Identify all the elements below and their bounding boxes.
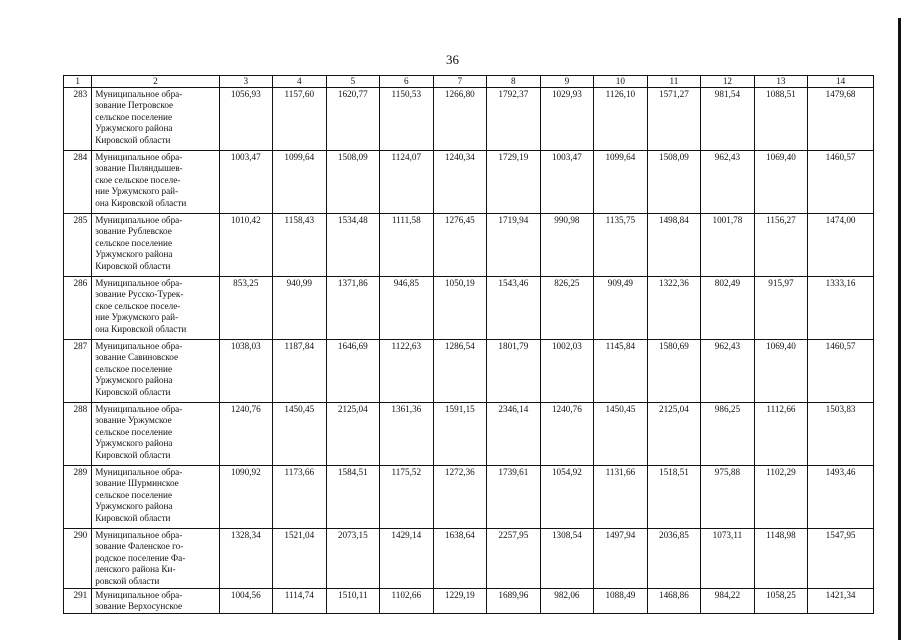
- value-cell: 981,54: [701, 88, 755, 151]
- value-cell: 2346,14: [487, 403, 541, 466]
- value-cell: 1157,60: [273, 88, 327, 151]
- value-cell: 1468,86: [647, 589, 701, 614]
- value-cell: 1460,57: [808, 151, 874, 214]
- value-cell: 1004,56: [219, 589, 273, 614]
- municipality-name: Муниципальное обра- зование Савиновское сельское поселение Уржумского района Кировской области: [92, 340, 219, 403]
- value-cell: 1361,36: [380, 403, 434, 466]
- municipality-name: Муниципальное обра- зование Пиляндышев- ское сельское поселе- ние Уржумского рай- она Кировской области: [92, 151, 219, 214]
- table-row: [64, 214, 874, 277]
- value-cell: 940,99: [273, 277, 327, 340]
- municipality-name: Муниципальное обра- зование Русско-Турек- ское сельское поселе- ние Уржумского рай- она Кировской области: [92, 277, 219, 340]
- value-cell: 2257,95: [487, 529, 541, 589]
- value-cell: 1001,78: [701, 214, 755, 277]
- value-cell: 1421,34: [808, 589, 874, 614]
- value-cell: 1088,49: [594, 589, 648, 614]
- row-number: 291: [64, 589, 92, 614]
- value-cell: 1102,66: [380, 589, 434, 614]
- value-cell: 1102,29: [754, 466, 808, 529]
- value-cell: 982,06: [540, 589, 594, 614]
- value-cell: 1266,80: [433, 88, 487, 151]
- value-cell: 1322,36: [647, 277, 701, 340]
- value-cell: 986,25: [701, 403, 755, 466]
- value-cell: 1054,92: [540, 466, 594, 529]
- value-cell: 1090,92: [219, 466, 273, 529]
- table-row: [64, 529, 874, 589]
- column-header: 6: [380, 76, 434, 88]
- value-cell: 1050,19: [433, 277, 487, 340]
- value-cell: 1056,93: [219, 88, 273, 151]
- column-header: 13: [754, 76, 808, 88]
- column-header: 11: [647, 76, 701, 88]
- value-cell: 990,98: [540, 214, 594, 277]
- value-cell: 1112,66: [754, 403, 808, 466]
- value-cell: 1131,66: [594, 466, 648, 529]
- value-cell: 1689,96: [487, 589, 541, 614]
- value-cell: 975,88: [701, 466, 755, 529]
- value-cell: 1173,66: [273, 466, 327, 529]
- value-cell: 1145,84: [594, 340, 648, 403]
- value-cell: 826,25: [540, 277, 594, 340]
- value-cell: 1328,34: [219, 529, 273, 589]
- value-cell: 1058,25: [754, 589, 808, 614]
- value-cell: 802,49: [701, 277, 755, 340]
- value-cell: 1124,07: [380, 151, 434, 214]
- value-cell: 1547,95: [808, 529, 874, 589]
- value-cell: 1479,68: [808, 88, 874, 151]
- value-cell: 1003,47: [540, 151, 594, 214]
- value-cell: 2036,85: [647, 529, 701, 589]
- column-header: 5: [326, 76, 380, 88]
- value-cell: 2125,04: [326, 403, 380, 466]
- row-number: 285: [64, 214, 92, 277]
- value-cell: 1114,74: [273, 589, 327, 614]
- column-header: 10: [594, 76, 648, 88]
- row-number: 284: [64, 151, 92, 214]
- municipality-name: Муниципальное обра- зование Петровское сельское поселение Уржумского района Кировской области: [92, 88, 219, 151]
- table-row: [64, 340, 874, 403]
- column-header: 2: [92, 76, 219, 88]
- value-cell: 1460,57: [808, 340, 874, 403]
- value-cell: 1240,76: [540, 403, 594, 466]
- value-cell: 1150,53: [380, 88, 434, 151]
- table-header-row: [64, 76, 874, 88]
- value-cell: 909,49: [594, 277, 648, 340]
- value-cell: 1584,51: [326, 466, 380, 529]
- value-cell: 1002,03: [540, 340, 594, 403]
- value-cell: 1069,40: [754, 340, 808, 403]
- value-cell: 1029,93: [540, 88, 594, 151]
- value-cell: 946,85: [380, 277, 434, 340]
- value-cell: 1073,11: [701, 529, 755, 589]
- value-cell: 1580,69: [647, 340, 701, 403]
- value-cell: 1729,19: [487, 151, 541, 214]
- column-header: 9: [540, 76, 594, 88]
- value-cell: 1240,34: [433, 151, 487, 214]
- municipality-name: Муниципальное обра- зование Уржумское сельское поселение Уржумского района Кировской области: [92, 403, 219, 466]
- value-cell: 1638,64: [433, 529, 487, 589]
- page-number: 36: [446, 52, 459, 67]
- value-cell: 1333,16: [808, 277, 874, 340]
- value-cell: 1122,63: [380, 340, 434, 403]
- value-cell: 1739,61: [487, 466, 541, 529]
- value-cell: 1099,64: [273, 151, 327, 214]
- row-number: 290: [64, 529, 92, 589]
- table-row: [64, 88, 874, 151]
- value-cell: 962,43: [701, 151, 755, 214]
- value-cell: 2073,15: [326, 529, 380, 589]
- value-cell: 962,43: [701, 340, 755, 403]
- table-row: [64, 589, 874, 614]
- value-cell: 1518,51: [647, 466, 701, 529]
- value-cell: 1158,43: [273, 214, 327, 277]
- municipality-name: Муниципальное обра- зование Шурминское сельское поселение Уржумского района Кировской области: [92, 466, 219, 529]
- row-number: 289: [64, 466, 92, 529]
- value-cell: 1229,19: [433, 589, 487, 614]
- column-header: 8: [487, 76, 541, 88]
- value-cell: 915,97: [754, 277, 808, 340]
- row-number: 287: [64, 340, 92, 403]
- value-cell: 1571,27: [647, 88, 701, 151]
- column-header: 7: [433, 76, 487, 88]
- value-cell: 1276,45: [433, 214, 487, 277]
- value-cell: 1003,47: [219, 151, 273, 214]
- value-cell: 1371,86: [326, 277, 380, 340]
- table-row: [64, 403, 874, 466]
- municipality-name: Муниципальное обра- зование Верхосунское: [92, 589, 219, 614]
- column-header: 4: [273, 76, 327, 88]
- value-cell: 1450,45: [273, 403, 327, 466]
- column-header: 3: [219, 76, 273, 88]
- value-cell: 1493,46: [808, 466, 874, 529]
- value-cell: 1534,48: [326, 214, 380, 277]
- value-cell: 1038,03: [219, 340, 273, 403]
- column-header: 14: [808, 76, 874, 88]
- page-edge-line: [898, 18, 901, 640]
- value-cell: 1521,04: [273, 529, 327, 589]
- row-number: 283: [64, 88, 92, 151]
- value-cell: 1450,45: [594, 403, 648, 466]
- table-row: [64, 466, 874, 529]
- value-cell: 1801,79: [487, 340, 541, 403]
- table-row: [64, 277, 874, 340]
- value-cell: 1148,98: [754, 529, 808, 589]
- value-cell: 1240,76: [219, 403, 273, 466]
- value-cell: 1498,84: [647, 214, 701, 277]
- value-cell: 1792,37: [487, 88, 541, 151]
- column-header: 12: [701, 76, 755, 88]
- value-cell: 1286,54: [433, 340, 487, 403]
- value-cell: 1646,69: [326, 340, 380, 403]
- row-number: 286: [64, 277, 92, 340]
- value-cell: 1497,94: [594, 529, 648, 589]
- value-cell: 1591,15: [433, 403, 487, 466]
- value-cell: 1620,77: [326, 88, 380, 151]
- table-row: [64, 151, 874, 214]
- value-cell: 1088,51: [754, 88, 808, 151]
- value-cell: 1126,10: [594, 88, 648, 151]
- value-cell: 1010,42: [219, 214, 273, 277]
- value-cell: 984,22: [701, 589, 755, 614]
- value-cell: 1111,58: [380, 214, 434, 277]
- value-cell: 1175,52: [380, 466, 434, 529]
- value-cell: 1272,36: [433, 466, 487, 529]
- value-cell: 1099,64: [594, 151, 648, 214]
- value-cell: 1187,84: [273, 340, 327, 403]
- municipality-name: Муниципальное обра- зование Рублевское сельское поселение Уржумского района Кировской области: [92, 214, 219, 277]
- value-cell: 853,25: [219, 277, 273, 340]
- value-cell: 1308,54: [540, 529, 594, 589]
- row-number: 288: [64, 403, 92, 466]
- data-table: [63, 75, 874, 614]
- value-cell: 1156,27: [754, 214, 808, 277]
- value-cell: 1503,83: [808, 403, 874, 466]
- value-cell: 1474,00: [808, 214, 874, 277]
- value-cell: 1135,75: [594, 214, 648, 277]
- municipality-name: Муниципальное обра- зование Фаленское го- родское поселение Фа- ленского района Ки- ровской области: [92, 529, 219, 589]
- value-cell: 1508,09: [326, 151, 380, 214]
- value-cell: 1429,14: [380, 529, 434, 589]
- value-cell: 1508,09: [647, 151, 701, 214]
- value-cell: 1510,11: [326, 589, 380, 614]
- value-cell: 1543,46: [487, 277, 541, 340]
- value-cell: 1719,94: [487, 214, 541, 277]
- value-cell: 2125,04: [647, 403, 701, 466]
- value-cell: 1069,40: [754, 151, 808, 214]
- column-header: 1: [64, 76, 92, 88]
